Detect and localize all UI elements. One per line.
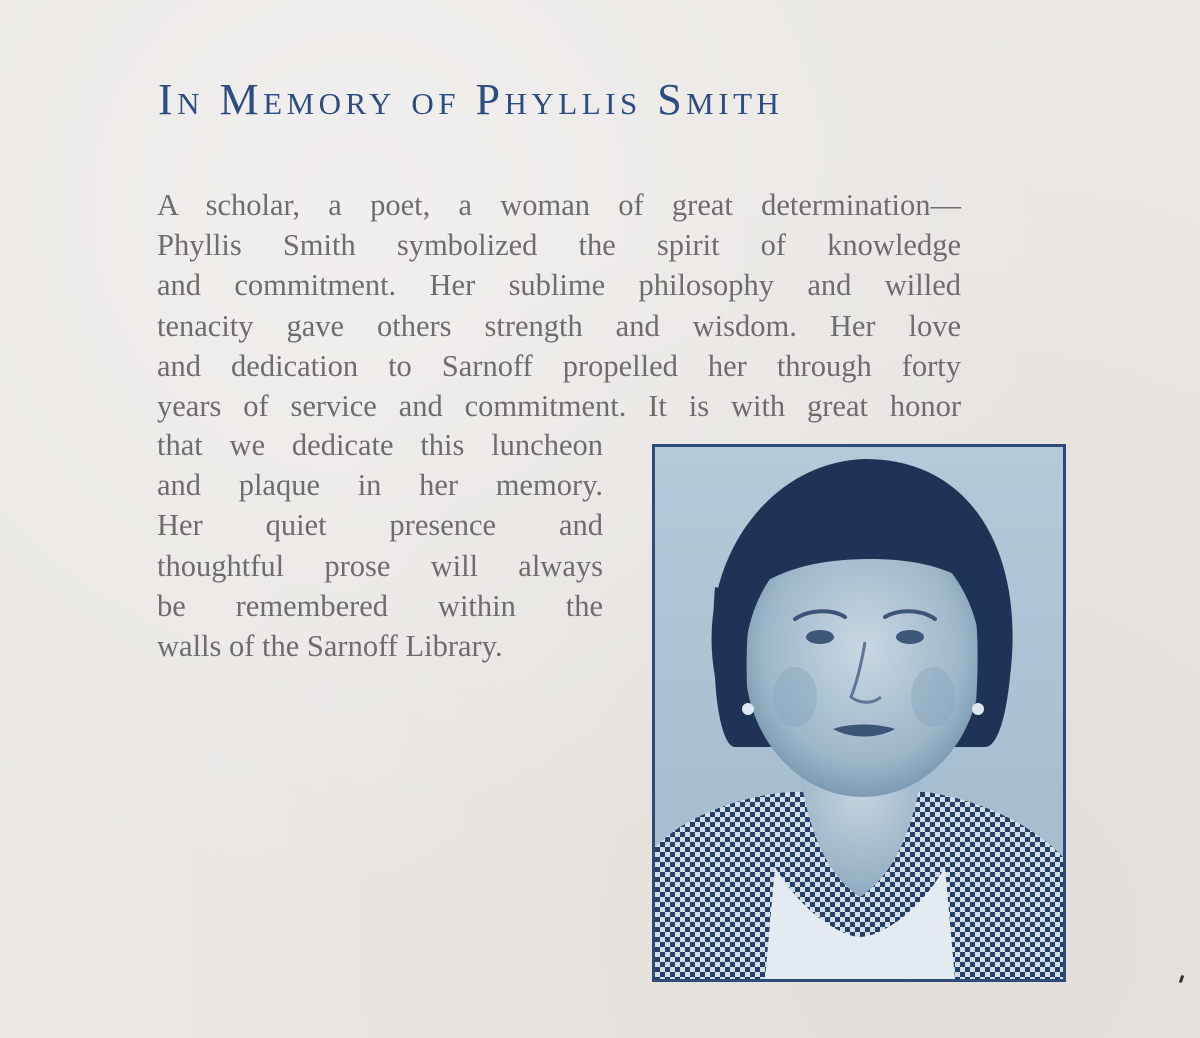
tribute-line: thoughtful prose will always	[157, 548, 603, 583]
tribute-line: A scholar, a poet, a woman of great determination—	[157, 188, 961, 222]
tribute-line: and plaque in her memory.	[157, 468, 603, 503]
portrait-illustration	[655, 447, 1063, 979]
tribute-paragraph-top	[157, 185, 961, 426]
tribute-line: that we dedicate this luncheon	[157, 428, 603, 462]
portrait-photo	[652, 444, 1066, 982]
tribute-line: Her quiet presence and	[157, 508, 603, 543]
tribute-line: tenacity gave others strength and wisdom. Her love	[157, 308, 961, 343]
tribute-line: be remembered within the	[157, 588, 603, 623]
page-title: In Memory of Phyllis Smith	[158, 75, 784, 124]
tribute-paragraph-wrap	[157, 425, 603, 666]
tribute-line: years of service and commitment. It is with great honor	[157, 389, 961, 424]
tribute-line: and commitment. Her sublime philosophy and willed	[157, 268, 961, 303]
tribute-line: Phyllis Smith symbolized the spirit of knowledge	[157, 228, 961, 263]
tribute-line: and dedication to Sarnoff propelled her through forty	[157, 348, 961, 383]
tribute-line: walls of the Sarnoff Library.	[157, 629, 503, 664]
